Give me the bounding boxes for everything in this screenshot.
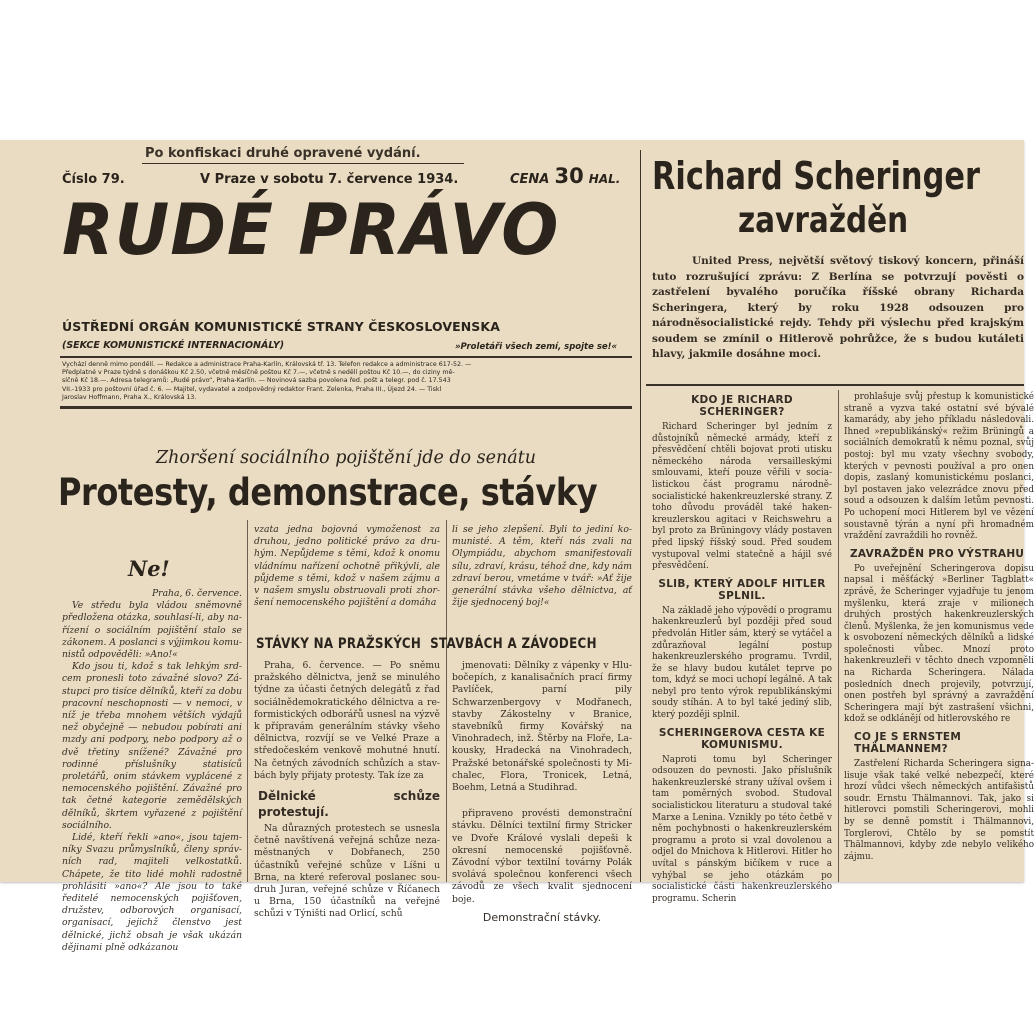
- slogan: »Proletáři všech zemí, spojte se!«: [455, 342, 618, 352]
- paragraph: United Press, největší světový tiskový koncern, přináší tuto rozrušující zprávu: Z Berlína se potvrzují pověsti o zastřelení byvalého poručíka říšské obrany Richarda Scheringera, který by roku 1928 odsouzen pro národněsocialistické rejdy. Tehdy při výslechu před krajským soudem se zmínil o Hitlerově pohrůžce, že s budou kutáleti hlavy, jakmile dosáhne moci.: [652, 255, 1024, 360]
- section-head: CO JE S ERNSTEM THÄLMANNEM?: [854, 731, 962, 756]
- right-lead-rule: [646, 384, 1024, 386]
- section-head: ZAVRAŽDĚN PRO VÝSTRAHU: [850, 547, 1025, 560]
- main-column-3-top: [452, 524, 632, 624]
- paragraph: Na základě jeho výpovědí o programu hakenkreuzlerů byl později před soud předvolán Hitler sám, který se vytáčel a zdůrazňoval legální postup hakenkreuzlerského programu. Tvrdil, že se hlavy budou kutálet teprve po tom, kdyź se moci uchopí legálně. A tak nebyl pro tento výrok republikánskými soudy stíhán. A to byl také jediný slib, který později splnil.: [652, 605, 832, 721]
- imprint-line: Jaroslav Hoffmann, Praha X., Královská 13.: [62, 393, 197, 401]
- right-headline-1: Richard Scheringer: [652, 154, 980, 198]
- confiscation-note: Po konfiskaci druhé opravené vydání.: [145, 146, 421, 161]
- paragraph: Richard Scheringer byl jedním z důstojníků německé armády, kteří z přesvědčení chtěli bojovat proti utisku německého národa versailleskými smlouvami, kteří pouze věřili v socialistickou část programu národněsocialistické hakenkreuzlerské strany. Z toho důvodu prováděl také hakenkreuzlerskou agitaci v Reichswehru a byl proto za Brüningovy vlády postaven před lipský říšský soud. Před soudem vystupoval velmi statečně a hájil své přesvědčení.: [652, 422, 832, 572]
- masthead-rule-top: [60, 356, 632, 358]
- main-column-1: [62, 588, 242, 953]
- newspaper-page: [0, 140, 1034, 953]
- main-kicker: Zhoršení sociálního pojištění jde do senátu: [155, 448, 537, 468]
- masthead-rule-bottom: [60, 406, 632, 409]
- paragraph: Po uveřejnění Scheringerova dopisu napsal i měšťácký »Berliner Tagblatt« zprávě, že Scheringer vyjadřuje tu jenom myšlenku, která zraje v milionech druhých prostých hakenkreuzlerských členů. Myšlenka, že jen komunismus vede k osvobození německých dělníků a lidské společnosti vůbec. Mnozí proto hakenkreuzleři v těchto dnech vzpomněli na Richarda Scheringera. Nálada posledních dnech projevily, potvrzují, onen postřeh byl správný a zavraždění Scheringera mají být zastrašení všichni, kdož se odklánějí od hitlerovského re: [844, 563, 1034, 725]
- issue-number: Číslo 79.: [62, 172, 125, 187]
- note-underline: [142, 163, 464, 164]
- column-divider: [838, 390, 839, 882]
- imprint: [62, 361, 632, 402]
- price-unit: HAL.: [588, 172, 621, 186]
- column-divider: [247, 520, 248, 882]
- paragraph: Zastřelení Richarda Scheringera signalisuje však také velké nebezpečí, které hrozí vůdci všech německých antifašistů soudr. Ernstu Thälmannovi. Tak, jako si hitlerovci pomstili Scheringerovi, mohli by se denně pomstít i Thälmannovi, Torglerovi, Chtělo by se pomstít Thälmannovi, kdyby zde nebylo velikého zájmu.: [844, 759, 1034, 862]
- paragraph: Naproti tomu byl Scheringer odsouzen do pevnosti. Jako příslušník hakenkreuzlerské strany užíval ovšem i tam poměrných svobod. Studoval socialistickou literaturu a studoval také Marxe a Lenina. Vznikly po této četbě v něm pochybnosti o hakenkreuzlerském programu a proto si vzal dovolenou a odjel do Mnichova k Hitlerovi. Hitler ho uvítal s pánským bičíkem v ruce a vyhýbal se jeho otázkám po socialistické části hakenkreuzlerského programu. Scherin: [652, 754, 832, 904]
- paragraph: připraveno provésti demonstrační stávku. Dělníci textilní firmy Stricker ve Dvoře Králové vyslali depeši k okresní nemocenské pojišťovně. Závodní výbor textilní továrny Polák svolává společnou konferenci všech závodů ze všech kvalit sjednocení boje.: [452, 808, 632, 905]
- subhead: Dělnické schůze protestují.: [258, 789, 440, 820]
- paragraph: Ve středu byla vládou sněmovně předložena otázka, souhlasí-li, aby nařízení o sociálním pojištění stalo se zákonem. A poslanci s výjimkou komunistů odpověděli: »Ano!«: [62, 600, 242, 661]
- imprint-line: VII.-1933 pro poštovní úřad č. 6. — Majitel, vydavatel a zodpovědný redaktor Frant. Zelenka, Praha III., Újezd 24. — Tiskl: [62, 385, 442, 393]
- paragraph: Kdo jsou ti, kdož s tak lehkým srdcem pronesli toto závažné slovo? Zástupci pro tisíce dělníků, kteří za dobu pracovní neschopnosti — v nemoci, v níž je třeba mnohem větších výdajů než obyčejně — nebudou pobírati ani mzdy ani podpory, nebo podpory až o dvě třetiny snížené? Závažné pro rodinné příslušníky statisíců proletářů, onim stávkem vyplácené z nemocenského pojištění. Závažné pro tak četné kategorie zemědělských dělníků, škrtem vyřazené z pojištění sociálního.: [62, 661, 242, 831]
- column-divider: [446, 520, 447, 882]
- section-head: SLIB, KTERÝ ADOLF HITLER SPLNIL.: [658, 577, 826, 602]
- imprint-line: síčně Kč 18.—. Adresa telegramů: „Rudé právo“, Praha-Karlín. — Novinová sazba povolena řed. pošt a telegr. pod č. 17.543: [62, 377, 451, 385]
- right-lead: [652, 254, 1024, 360]
- paragraph: li se jeho zlepšení. Byli to jediní komunisté. A těm, kteří nás zvali na Olympiádu, abychom smanifestovali sílu, zdraví, krásu, téhož dne, kdy nám zdraví berou, vmetáme v tvář: »Ať žije generální stávka všeho dělnictva, ať žije sjednocený boj!«: [452, 524, 632, 609]
- strikes-heading: STÁVKY NA PRAŽSKÝCH STAVBÁCH A ZÁVODECH: [256, 636, 597, 652]
- section-head: SCHERINGEROVA CESTA KE KOMUNISMU.: [658, 726, 826, 751]
- imprint-line: Vychází denně mimo pondělí. — Redakce a administrace Praha-Karlín, Královská tř. 13. Telefon redakce a administrace 617-52. —: [62, 361, 472, 368]
- price-block: [510, 164, 620, 188]
- dateline: Praha, 6. července.: [152, 588, 242, 599]
- right-column-2: [844, 392, 1034, 882]
- paragraph: Na důrazných protestech se usnesla četně navštívená veřejná schůze nezaměstnaných v Dobřanech, 250 účastníků veřejné schůze v Líšni u Brna, na které referoval poslanec soudruh Juran, veřejné schůze v Říčanech u Brna, 150 účastníků na veřejné schůzi v Týništi nad Orlicí, schů: [254, 823, 440, 920]
- paragraph: Lidé, kteří řekli »ano«, jsou tajemníky Svazu průmyslníků, členy správních rad, majiteli velkostatků. Chápete, že tito lidé mohli radostně prohlásiti »ano«? Ale jsou to také ředitelé nemocenských pojišťoven, družstev, odborových organisací, organisací, jejichž členstvo jest dělnické, jichž obsah je však ukázán dějinami plně odkázanou: [62, 832, 242, 953]
- date-line: V Praze v sobotu 7. července 1934.: [200, 172, 459, 187]
- page-divider: [640, 150, 641, 882]
- section-note: (SEKCE KOMUNISTICKÉ INTERNACIONÁLY): [62, 340, 285, 351]
- main-headline: Protesty, demonstrace, stávky: [58, 471, 598, 514]
- main-column-3-body: [452, 660, 632, 924]
- paragraph: vzata jedna bojovná vymoženost za druhou, jedno politické právo za druhým. Nepůjdeme s těmi, kdož k onomu vládnímu nařízení ochotně přikývli, ale půjdeme s těmi, kdož v našem zájmu a v našem smyslu obstruovali proti zhoršení nemocenského pojištění a domáha: [254, 524, 440, 609]
- paragraph: jmenovati: Dělníky z vápenky v Hlubočepích, z kanalisačních prací firmy Pavlíček, parní pily Schwarzenbergovy v Modřanech, stavby Zákostelny v Branice, stavebníků firmy Kovářský na Vinohradech, inž. Štěrby na Floře, Lakousky, Hradecká na Vinohradech, Pražské betonářské společnosti ty Michalec, Flora, Tronicek, Letná, Boehm, Letná a Studihrad.: [452, 660, 632, 794]
- main-column-2-top: [254, 524, 440, 624]
- imprint-line: Předplatné v Praze týdně s donáškou Kč 2.50, včetně měsíčně poštou Kč 7.—, včetně s nedělí poštou Kč 10.—, do ciziny mě-: [62, 369, 455, 377]
- subhead: Demonstrační stávky.: [482, 910, 602, 924]
- section-head: KDO JE RICHARD SCHERINGER?: [691, 394, 793, 418]
- lead-heading: Ne!: [128, 556, 170, 581]
- paragraph: Praha, 6. července. — Po sněmu pražského dělnictva, jenž se minulého týdne za účasti četných delegátů z řad sociálnědemokratického dělnictva a reformistických odborářů usnesl na výzvě k přípravám generálním stávky všeho dělnictva, rozvíjí se ve Velké Praze a středočeském venkově mohutné hnutí. Na četných závodních schůzích a stavbách byly přijaty protesty. Tak íze za: [254, 660, 440, 781]
- right-column-1: [652, 392, 832, 904]
- price-label: CENA: [510, 172, 550, 187]
- paragraph: prohlašuje svůj přestup k komunistické straně a vyzva také ostatní své bývalé kamarády, aby jeho příkladu následovali. Ihned »republikánský« režim Brüningů a sociálních demokratů k němu poznal, svůj postoj: byl mu vzaty všechny svobody, kterých v pevnosti používal a pro onen dopis, zaslaný komunistickému poslanci, byl postaven jako velezrádce znovu před soud a odsouzen k dalším letům pevnosti. Po uchopení moci Hitlerem byl ve vězení soustavně týrán a nyní při hromadném vraždění zavraždili ho rovněž.: [844, 392, 1034, 542]
- masthead-title: RUDÉ PRÁVO: [62, 189, 560, 271]
- main-column-2-body: [254, 660, 440, 920]
- price-value: 30: [554, 164, 584, 188]
- masthead-subtitle: ÚSTŘEDNÍ ORGÁN KOMUNISTICKÉ STRANY ČESKOSLOVENSKA: [62, 319, 500, 334]
- right-headline-2: zavražděn: [738, 200, 909, 241]
